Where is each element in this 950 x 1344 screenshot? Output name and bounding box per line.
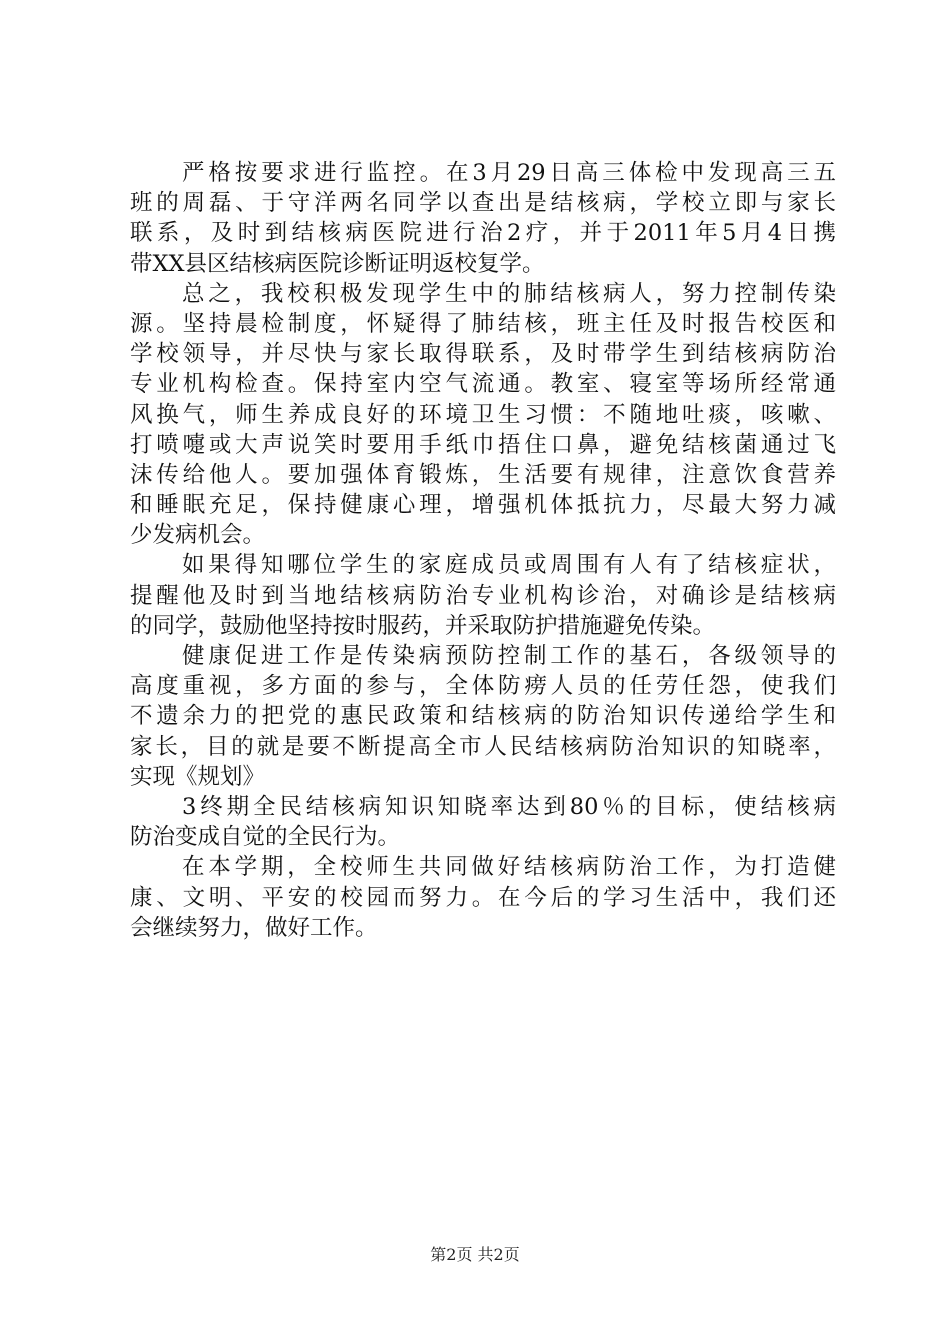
- text-line: 不遗余力的把党的惠民政策和结核病的防治知识传递给学生和: [130, 703, 836, 730]
- text-line: 少发病机会。: [130, 522, 266, 549]
- text-line: 严格按要求进行监控。在3月29日高三体检中发现高三五: [182, 160, 836, 186]
- paragraph-5: [130, 792, 836, 852]
- text-line: 源。坚持晨检制度，怀疑得了肺结核，班主任及时报告校医和: [130, 310, 836, 337]
- text-line: 如果得知哪位学生的家庭成员或周围有人有了结核症状，: [182, 552, 836, 579]
- text-line: 的同学，鼓励他坚持按时服药，并采取防护措施避免传染。: [130, 612, 716, 639]
- text-line: 风换气，师生养成良好的环境卫生习惯：不随地吐痰，咳嗽、: [130, 401, 836, 428]
- text-line: 会继续努力，做好工作。: [130, 914, 378, 941]
- text-line: 健康促进工作是传染病预防控制工作的基石，各级领导的: [182, 643, 836, 669]
- text-line: 联系，及时到结核病医院进行治2疗，并于2011年5月4日携: [130, 220, 836, 247]
- text-line: 和睡眠充足，保持健康心理，增强机体抵抗力，尽最大努力减: [130, 492, 836, 519]
- text-line: 专业机构检查。保持室内空气流通。教室、寝室等场所经常通: [130, 371, 836, 398]
- paragraph-3: [130, 550, 836, 641]
- text-line: 在本学期，全校师生共同做好结核病防治工作，为打造健: [182, 854, 836, 881]
- text-line: 总之，我校积极发现学生中的肺结核病人，努力控制传染: [182, 280, 836, 307]
- text-line: 打喷嚏或大声说笑时要用手纸巾捂住口鼻，避免结核菌通过飞: [130, 431, 836, 458]
- paragraph-2: [130, 279, 836, 551]
- text-line: 高度重视，多方面的参与，全体防痨人员的任劳任怨，使我们: [130, 673, 836, 700]
- text-line: 防治变成自觉的全民行为。: [130, 824, 401, 851]
- text-line: 学校领导，并尽快与家长取得联系，及时带学生到结核病防治: [130, 341, 836, 368]
- text-line: 班的周磊、于守洋两名同学以查出是结核病，学校立即与家长: [130, 190, 836, 217]
- text-line: 提醒他及时到当地结核病防治专业机构诊治，对确诊是结核病: [130, 582, 836, 609]
- text-line: 沫传给他人。要加强体育锻炼，生活要有规律，注意饮食营养: [130, 461, 836, 488]
- document-body: [130, 158, 836, 943]
- page-footer: [0, 1245, 950, 1265]
- text-line: 3终期全民结核病知识知晓率达到80％的目标，使结核病: [182, 793, 836, 820]
- text-line: 带XX县区结核病医院诊断证明返校复学。: [130, 250, 545, 277]
- text-line: 家长，目的就是要不断提高全市人民结核病防治知识的知晓率，: [130, 733, 836, 760]
- paragraph-1: [130, 158, 836, 279]
- text-line: 实现《规划》: [130, 763, 266, 790]
- text-line: 康、文明、平安的校园而努力。在今后的学习生活中，我们还: [130, 884, 836, 911]
- paragraph-4: [130, 641, 836, 792]
- paragraph-6: [130, 852, 836, 943]
- page-number-label: 第2页 共2页: [430, 1245, 520, 1264]
